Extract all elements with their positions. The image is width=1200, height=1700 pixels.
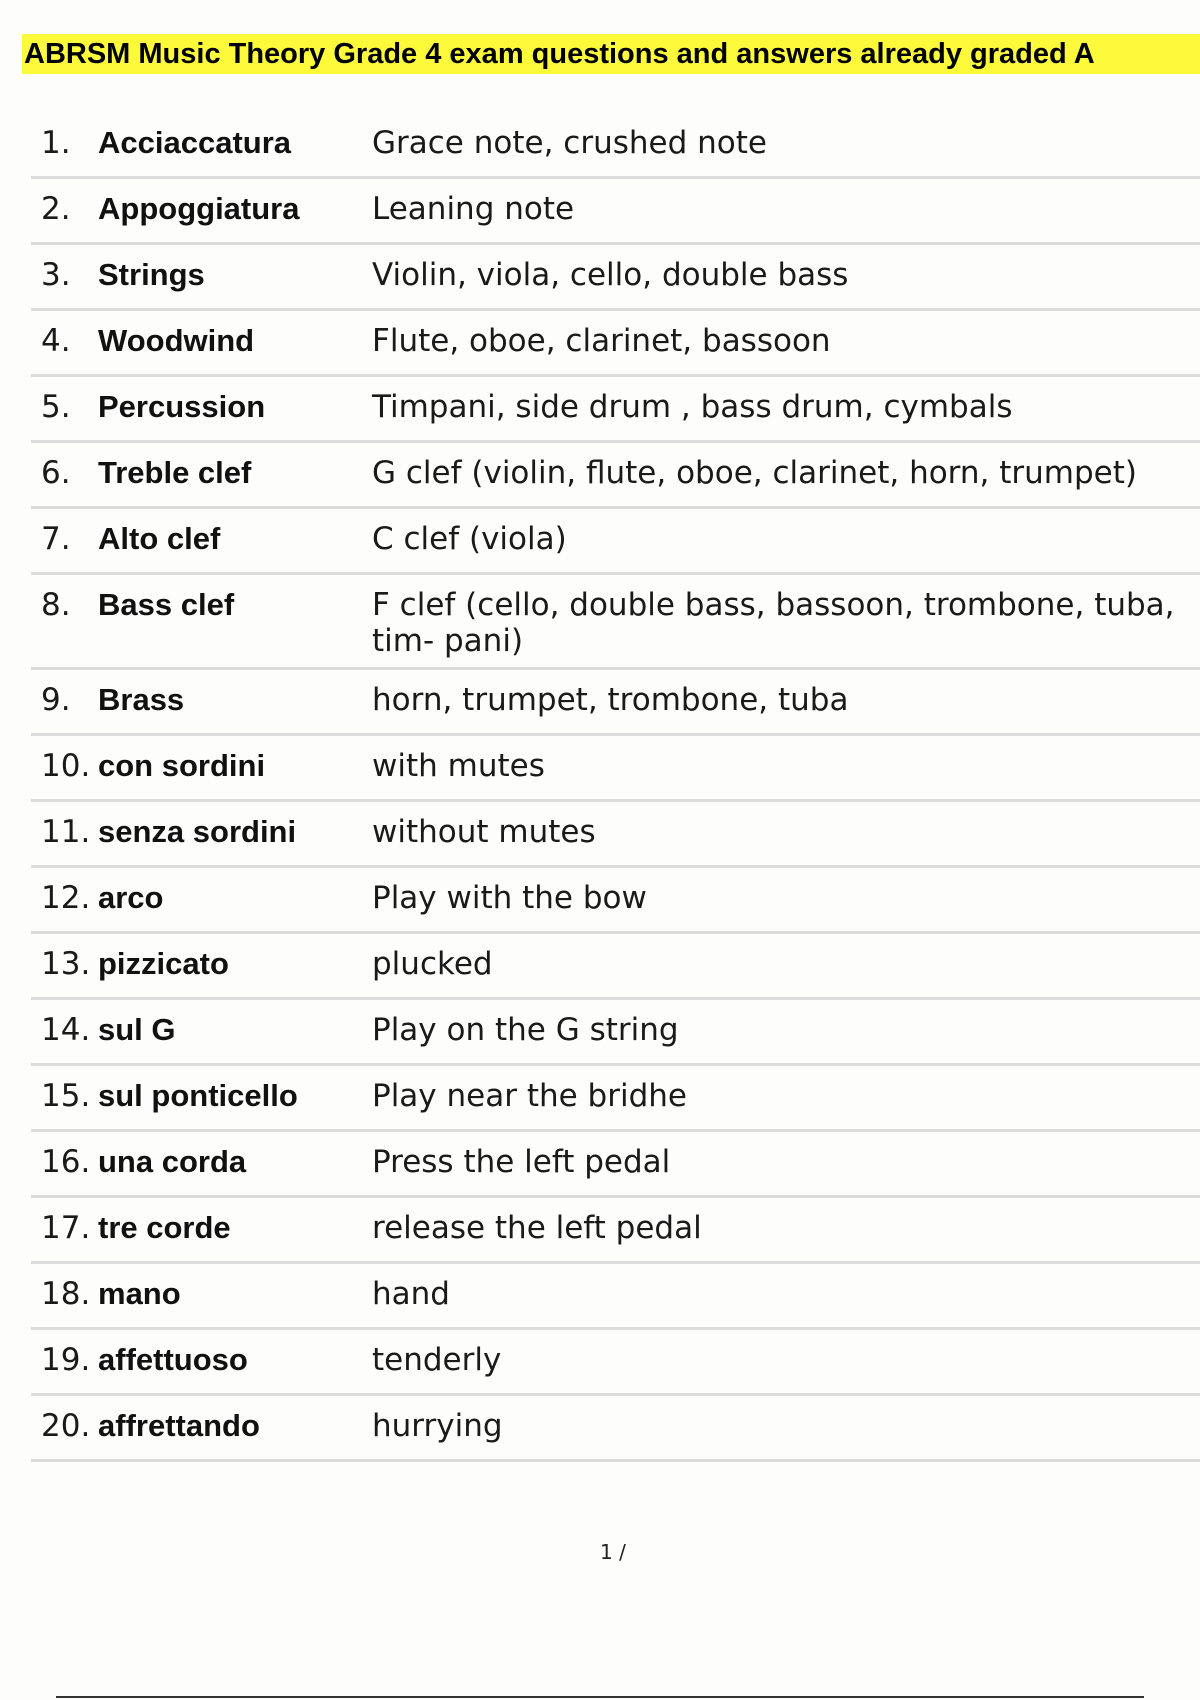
term-row	[31, 113, 1200, 179]
term-name: Appoggiatura	[98, 191, 300, 226]
document-title: ABRSM Music Theory Grade 4 exam questions and answers already graded A	[24, 38, 1095, 70]
term-row	[31, 1264, 1200, 1330]
term-row	[31, 802, 1200, 868]
term-name: mano	[98, 1276, 181, 1311]
term-number: 16.	[41, 1144, 91, 1180]
term-number: 5.	[41, 389, 71, 425]
term-number: 4.	[41, 323, 71, 359]
term-definition: hand	[372, 1276, 450, 1312]
term-number: 3.	[41, 257, 71, 293]
term-number: 12.	[41, 880, 91, 916]
term-number: 20.	[41, 1408, 91, 1444]
term-name: affettuoso	[98, 1342, 248, 1377]
term-definition: horn, trumpet, trombone, tuba	[372, 682, 849, 718]
term-name: sul ponticello	[98, 1078, 298, 1113]
term-definition: plucked	[372, 946, 493, 982]
page-number: 1 /	[600, 1540, 626, 1564]
terms-table	[31, 113, 1200, 1462]
term-name: Percussion	[98, 389, 266, 424]
term-definition: Play near the bridhe	[372, 1078, 687, 1114]
term-definition: Play on the G string	[372, 1012, 679, 1048]
term-row	[31, 377, 1200, 443]
term-row	[31, 443, 1200, 509]
term-number: 11.	[41, 814, 91, 850]
term-definition: F clef (cello, double bass, bassoon, trombone, tuba, tim- pani)	[372, 587, 1175, 659]
term-name: arco	[98, 880, 164, 915]
term-definition: with mutes	[372, 748, 545, 784]
term-row	[31, 868, 1200, 934]
term-number: 6.	[41, 455, 71, 491]
term-number: 18.	[41, 1276, 91, 1312]
term-row	[31, 311, 1200, 377]
term-name: Alto clef	[98, 521, 221, 556]
term-number: 13.	[41, 946, 91, 982]
term-number: 14.	[41, 1012, 91, 1048]
term-row	[31, 1330, 1200, 1396]
term-name: pizzicato	[98, 946, 229, 981]
term-row	[31, 179, 1200, 245]
term-row	[31, 1132, 1200, 1198]
term-number: 2.	[41, 191, 71, 227]
term-definition: release the left pedal	[372, 1210, 702, 1246]
term-number: 15.	[41, 1078, 91, 1114]
document-title-highlight	[22, 34, 1200, 74]
term-row	[31, 934, 1200, 1000]
term-definition: Violin, viola, cello, double bass	[372, 257, 849, 293]
term-definition: without mutes	[372, 814, 596, 850]
term-number: 9.	[41, 682, 71, 718]
term-name: Bass clef	[98, 587, 235, 622]
term-name: senza sordini	[98, 814, 297, 849]
term-number: 1.	[41, 125, 71, 161]
term-name: con sordini	[98, 748, 266, 783]
term-definition: Grace note, crushed note	[372, 125, 767, 161]
term-row	[31, 575, 1200, 670]
term-definition: tenderly	[372, 1342, 502, 1378]
term-name: Strings	[98, 257, 205, 292]
page-bottom-rule	[56, 1696, 1144, 1698]
term-name: Brass	[98, 682, 185, 717]
term-name: Woodwind	[98, 323, 255, 358]
term-definition: Leaning note	[372, 191, 575, 227]
term-row	[31, 1396, 1200, 1462]
term-name: Acciaccatura	[98, 125, 292, 160]
term-row	[31, 1198, 1200, 1264]
term-definition: Play with the bow	[372, 880, 647, 916]
term-row	[31, 509, 1200, 575]
term-name: una corda	[98, 1144, 247, 1179]
term-row	[31, 1066, 1200, 1132]
term-name: affrettando	[98, 1408, 260, 1443]
term-row	[31, 245, 1200, 311]
term-name: sul G	[98, 1012, 176, 1047]
term-row	[31, 1000, 1200, 1066]
term-name: tre corde	[98, 1210, 231, 1245]
term-definition: Press the left pedal	[372, 1144, 671, 1180]
term-number: 10.	[41, 748, 91, 784]
term-definition: G clef (violin, flute, oboe, clarinet, horn, trumpet)	[372, 455, 1137, 491]
term-name: Treble clef	[98, 455, 252, 490]
term-definition: C clef (viola)	[372, 521, 567, 557]
term-definition: hurrying	[372, 1408, 503, 1444]
term-number: 7.	[41, 521, 71, 557]
term-definition: Timpani, side drum , bass drum, cymbals	[372, 389, 1013, 425]
term-definition: Flute, oboe, clarinet, bassoon	[372, 323, 831, 359]
term-number: 8.	[41, 587, 71, 623]
term-number: 17.	[41, 1210, 91, 1246]
term-row	[31, 736, 1200, 802]
term-number: 19.	[41, 1342, 91, 1378]
term-row	[31, 670, 1200, 736]
